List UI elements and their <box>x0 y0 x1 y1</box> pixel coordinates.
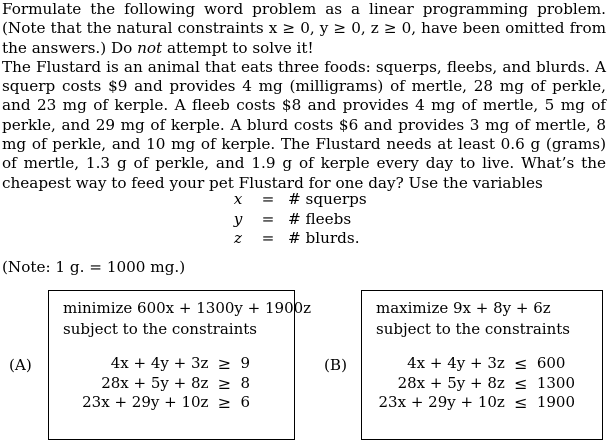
variable-symbol: x <box>233 190 243 208</box>
constraint-relation: ≥ <box>217 373 232 393</box>
variable-symbol: y <box>233 209 243 228</box>
constraint-lhs: 4x + 4y + 3z <box>110 354 209 372</box>
constraint-lhs: 23x + 29y + 10z <box>378 393 505 411</box>
option-a-box[interactable] <box>48 290 312 440</box>
variable-definitions <box>228 190 367 249</box>
instruction-text-end: attempt to solve it! <box>162 38 314 57</box>
constraints-heading: subject to the constraints <box>376 320 570 338</box>
constraint-rhs: 600 <box>536 354 566 372</box>
constraint-list <box>82 354 250 413</box>
unit-note: (Note: 1 g. = 1000 mg.) <box>2 258 186 276</box>
constraint-rhs: 8 <box>240 373 250 392</box>
variable-row <box>228 210 367 230</box>
equals-sign: = <box>261 209 275 228</box>
instruction-text: Formulate the following word problem as a linear programming problem. (Note that the natural constraints x ≥ 0, y ≥ 0, z ≥ 0, have been omitted from the answers.) Do <box>2 0 606 57</box>
constraint-rhs: 9 <box>240 354 250 372</box>
constraint-rhs: 6 <box>240 393 250 411</box>
constraint-relation: ≥ <box>217 354 232 373</box>
constraint-lhs: 23x + 29y + 10z <box>82 393 209 411</box>
option-a-label[interactable]: (A) <box>9 356 32 374</box>
equals-sign: = <box>261 190 275 208</box>
instructions <box>2 0 606 58</box>
variable-description: # fleebs <box>288 209 352 228</box>
option-b-label[interactable]: (B) <box>324 356 348 374</box>
equals-sign: = <box>261 229 275 248</box>
constraint-lhs: 4x + 4y + 3z <box>407 354 505 372</box>
constraint-row <box>82 393 250 413</box>
option-b-box[interactable] <box>361 290 603 440</box>
constraint-row <box>379 354 576 374</box>
constraint-lhs: 28x + 5y + 8z <box>101 373 209 392</box>
variable-row <box>228 229 367 249</box>
problem-statement <box>2 0 606 193</box>
word-problem: The Flustard is an animal that eats three foods: squerps, fleebs, and blurds. A squerp costs $9 and provides 4 mg (milligrams) of mertle, 28 mg of perkle, and 23 mg of kerple. A fleeb costs $8 and provides 4 mg of mertle, 5 mg of perkle, and 29 mg of kerple. A blurd costs $6 and provides 3 mg of mertle, 8 mg of perkle, and 10 mg of kerple. The Flustard needs at least 0.6 g (grams) of mertle, 1.3 g of perkle, and 1.9 g of kerple every day to live. What’s the cheapest way to feed your pet Flustard for one day? Use the variables <box>2 57 606 192</box>
constraint-row <box>379 393 576 413</box>
constraint-row <box>82 374 250 394</box>
constraint-row <box>82 354 250 374</box>
variable-row <box>228 190 367 210</box>
objective-function: maximize 9x + 8y + 6z <box>376 299 551 317</box>
constraint-relation: ≤ <box>514 373 528 393</box>
variable-description: # blurds. <box>288 229 360 248</box>
constraint-rhs: 1900 <box>536 393 575 411</box>
constraint-relation: ≤ <box>514 354 528 373</box>
constraint-lhs: 28x + 5y + 8z <box>397 373 505 392</box>
variable-symbol: z <box>233 229 242 248</box>
variable-description: # squerps <box>288 190 367 208</box>
constraint-row <box>379 374 576 394</box>
constraint-list <box>379 354 576 413</box>
constraint-rhs: 1300 <box>536 373 575 392</box>
constraint-relation: ≤ <box>514 393 528 412</box>
constraint-relation: ≥ <box>217 393 232 412</box>
instruction-emphasis: not <box>137 38 163 57</box>
constraints-heading: subject to the constraints <box>63 320 257 338</box>
objective-function: minimize 600x + 1300y + 1900z <box>63 299 312 317</box>
